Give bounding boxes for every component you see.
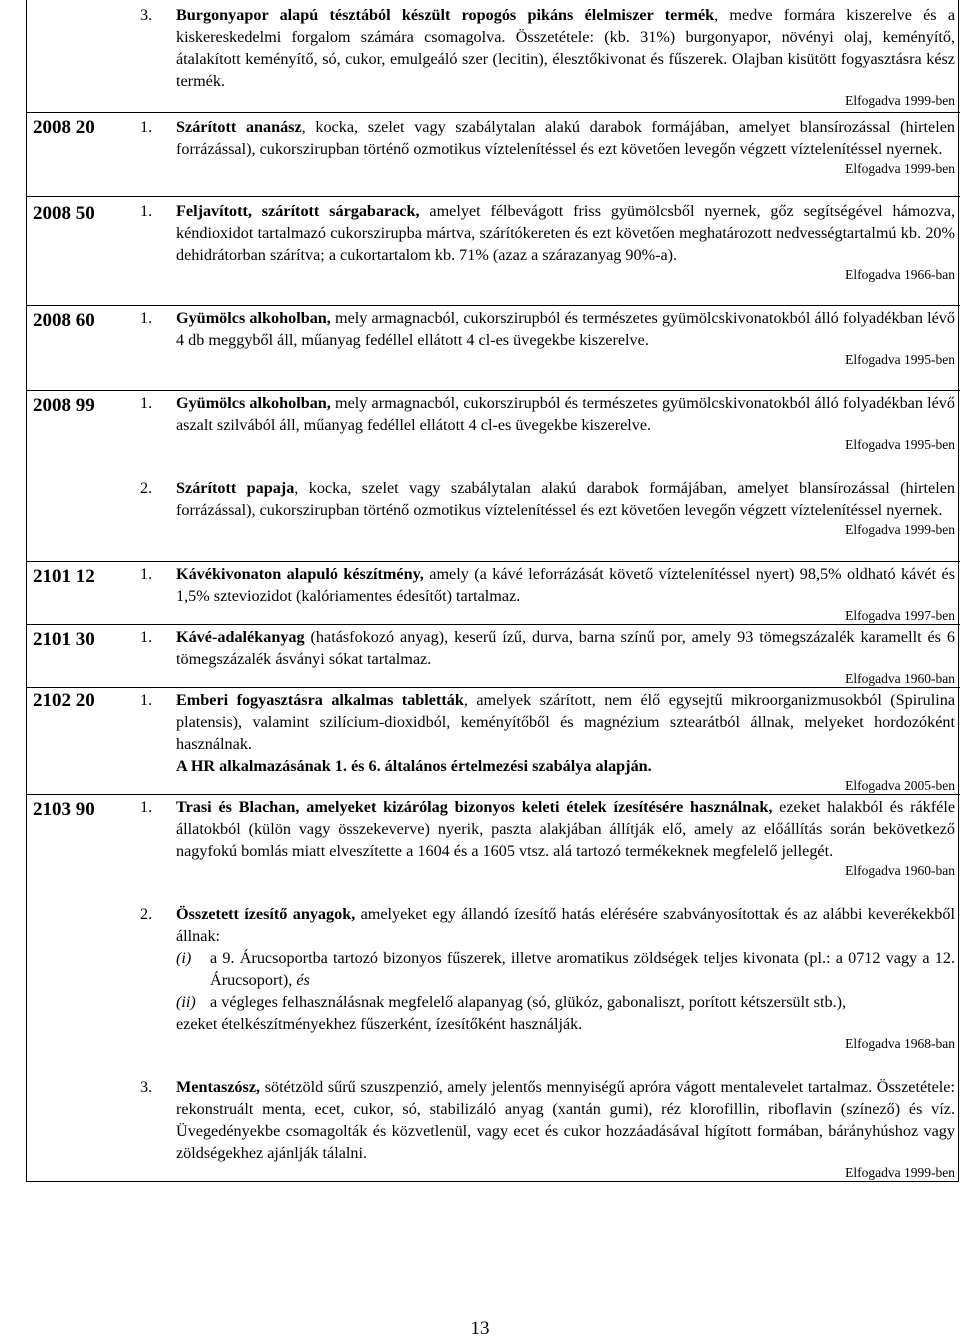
item-number: 2. [140,479,153,497]
item-number: 1. [140,565,153,583]
item-closing-text: ezeket ételkészítményekhez fűszerként, ízesítőként használják. [176,1015,583,1033]
item-title: Feljavított, szárított sárgabarack, [176,202,420,220]
document-table [26,0,959,1182]
tariff-item [140,903,955,1053]
item-description [176,116,955,160]
accepted-date: Elfogadva 1995-ben [845,437,955,452]
accepted-date: Elfogadva 1997-ben [845,608,955,623]
item-description [176,903,955,1035]
tariff-item [140,116,955,178]
accepted-date: Elfogadva 1960-ban [845,671,955,686]
tariff-entry [27,112,960,176]
item-description [176,563,955,607]
page-number: 13 [470,1318,490,1339]
tariff-entry [27,561,960,623]
accepted-date: Elfogadva 1968-ban [845,1036,955,1051]
accepted-date: Elfogadva 1999-ben [845,1165,955,1180]
item-description [176,392,955,436]
tariff-code: 2008 60 [33,310,95,331]
item-text: mely armagnacból, cukorszirupból és természetes gyümölcskivonatokból álló folyadékban lévő aszalt szilvából áll, műanyag fedéllel ellátott 4 cl-es üvegekbe kiszerelve. [176,394,955,434]
item-description [176,1076,955,1164]
tariff-entry [27,390,960,537]
tariff-item [140,1076,955,1182]
item-description [176,796,955,862]
tariff-item [140,392,955,454]
tariff-code: 2102 20 [33,690,95,711]
item-title: Gyümölcs alkoholban, [176,309,331,327]
item-title: Burgonyapor alapú tésztából készült ropogós pikáns élelmiszer termék [176,6,715,24]
tariff-item [140,689,955,795]
item-number: 1. [140,691,153,709]
item-title: Mentaszósz, [176,1078,261,1096]
item-description [176,477,955,521]
item-number: 1. [140,628,153,646]
sub-item-text: a 9. Árucsoportba tartozó bizonyos fűszerek, illetve aromatikus zöldségek teljes kivonata (pl.: a 0712 vagy a 12. Árucsoport), [210,949,955,989]
item-title: Kávé-adalékanyag [176,628,305,646]
item-note: A HR alkalmazásának 1. és 6. általános értelmezési szabálya alapján. [176,757,652,775]
item-description [176,307,955,351]
tariff-code: 2008 20 [33,117,95,138]
item-text: (hatásfokozó anyag), keserű ízű, durva, barna színű por, amely 93 tömegszázalék karamellt és 6 tömegszázalék ásványi sókat tartalmaz. [176,628,955,668]
sub-item-conjunction: és [296,971,310,989]
item-text: amelyet félbevágott friss gyümölcsből nyernek, gőz segítségével hámozva, kéndioxidot tartalmazó cukorszirupba mártva, szárítókereten és ezt követően meghatározott nedvességtartalmú kb. 20% dehidrátorban szárítva; a cukortartalom kb. 71% (azaz a szárazanyag 90%-a). [176,202,955,264]
sub-item-label: (i) [176,949,192,967]
item-text: amelyeket egy állandó ízesítő hatás elérésére szabványosítottak és az alábbi keverékekből állnak: [176,905,955,945]
item-title: Szárított ananász [176,118,302,136]
accepted-date: Elfogadva 1999-ben [845,161,955,176]
tariff-code: 2101 30 [33,629,95,650]
tariff-item [140,4,955,110]
accepted-date: Elfogadva 1960-ban [845,863,955,878]
item-title: Szárított papaja [176,479,295,497]
item-text: , medve formára kiszerelve és a kiskereskedelmi forgalom számára csomagolva. Összetétele: (kb. 31%) burgonyapor, növényi olaj, keményítő, átalakított keményítő, só, cukor, emulgeáló szer (lecitin), élesztőkivonat és fűszerek. Olajban kisütött fogyasztásra kész termék. [176,6,955,90]
accepted-date: Elfogadva 1999-ben [845,522,955,537]
tariff-entry [27,687,960,793]
tariff-item [140,200,955,284]
item-text: amely (a kávé leforrázását követő víztelenítéssel nyert) 98,5% oldható kávét és 1,5% szteviozidot (kalóriamentes édesítőt) tartalmaz. [176,565,955,605]
tariff-item [140,796,955,880]
accepted-date: Elfogadva 1966-ban [845,267,955,282]
item-text: ezeket halakból és rákféle állatokból (külön vagy összekeverve) nyerik, paszta alakjában állítják elő, amely az előállítás során bekövetkező nagyfokú bomlás miatt elveszítette a 1604 és a 1605 vtsz. alá tartozó termékeknek megfelelő jellegét. [176,798,956,860]
tariff-code: 2101 12 [33,566,95,587]
item-number: 3. [140,6,153,24]
tariff-code: 2103 90 [33,799,95,820]
item-text: , kocka, szelet vagy szabálytalan alakú darabok formájában, amelyet blansírozással (hirtelen forrázással), cukorszirupban történő ozmotikus víztelenítéssel és ezt követően levegőn végzett víztelenítéssel nyernek. [176,118,955,158]
tariff-item [140,563,955,625]
accepted-date: Elfogadva 2005-ben [845,778,955,793]
item-number: 3. [140,1078,153,1096]
item-title: Kávékivonaton alapuló készítmény, [176,565,424,583]
tariff-entry [27,196,960,282]
tariff-code: 2008 99 [33,395,95,416]
item-number: 1. [140,394,153,412]
item-title: Összetett ízesítő anyagok, [176,905,356,923]
sub-item [176,947,955,991]
tariff-entry [27,624,960,686]
accepted-date: Elfogadva 1995-ben [845,352,955,367]
tariff-item [140,477,955,539]
item-text: , amelyek szárított, nem élő egysejtű mikroorganizmusokból (Spirulina platensis), valamint szilícium-dioxidból, keményítőből és magnézium sztearátból állnak, melyeket hordozóként használnak. [176,691,956,753]
item-text: mely armagnacból, cukorszirupból és természetes gyümölcskivonatokból álló folyadékban lévő 4 db meggyből áll, műanyag fedéllel ellátott 4 cl-es üvegekbe kiszerelve. [176,309,955,349]
item-number: 1. [140,309,153,327]
item-description [176,200,955,266]
item-description [176,689,955,777]
item-description [176,4,955,92]
item-number: 2. [140,905,153,923]
tariff-item [140,307,955,369]
tariff-item [140,626,955,688]
item-text: , kocka, szelet vagy szabálytalan alakú darabok formájában, amelyet blansírozással (hirtelen forrázással), cukorszirupban történő ozmotikus víztelenítéssel és ezt követően levegőn végzett víztelenítéssel nyernek. [176,479,955,519]
sub-item [176,991,955,1013]
item-text: sötétzöld sűrű szuszpenzió, amely jelentős mennyiségű apróra vágott mentalevelet tartalmaz. Összetétele: rekonstruált menta, ecet, cukor, só, stabilizáló anyag (xantán gumi), réz klorofillin, riboflavin (színező) és víz. Üvegedényekbe csomagolták és közvetlenül, vagy ecet és cukor hozzáadásával hígított formában, bárányhúshoz vagy zöldségekhez ajánlják tálalni. [176,1078,955,1162]
tariff-code: 2008 50 [33,203,95,224]
accepted-date: Elfogadva 1999-ben [845,93,955,108]
tariff-entry [27,305,960,367]
item-title: Trasi és Blachan, amelyeket kizárólag bizonyos keleti ételek ízesítésére használnak, [176,798,773,816]
sub-item-text: a végleges felhasználásnak megfelelő alapanyag (só, glükóz, gabonaliszt, porított kétszersült stb.), [210,993,847,1011]
tariff-entry [27,794,960,1180]
item-description [176,626,955,670]
item-number: 1. [140,118,153,136]
sub-item-label: (ii) [176,993,196,1011]
item-number: 1. [140,798,153,816]
item-number: 1. [140,202,153,220]
item-title: Emberi fogyasztásra alkalmas tabletták [176,691,464,709]
item-title: Gyümölcs alkoholban, [176,394,331,412]
